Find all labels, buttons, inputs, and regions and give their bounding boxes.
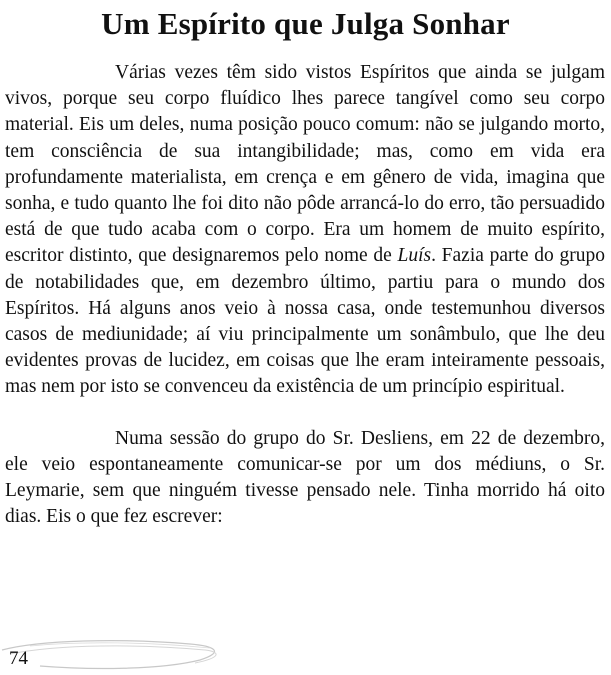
page-number: 74 xyxy=(9,648,28,669)
decorative-swoosh xyxy=(0,636,240,672)
paragraph-1-text-end: . Fazia parte do grupo de notabilidades que, em dezembro último, partiu para o mundo dos Espíritos. Há alguns anos veio à nossa casa, onde testemunhou diversos casos de mediunidade; aí viu principalmente um sonâmbulo, que lhe deu evidentes provas de lucidez, em coisas que lhe eram inteiramente pessoais, mas nem por isto se convenceu da existência de um princípio espiritual. xyxy=(5,245,605,398)
paragraph-1 xyxy=(5,60,605,401)
paragraph-1-emphasis: Luís xyxy=(397,245,432,267)
paragraph-1-text-start: Várias vezes têm sido vistos Espíritos que ainda se julgam vivos, porque seu corpo fluídico lhes parece tangível como seu corpo material. Eis um deles, numa posição pouco comum: não se julgando morto, tem consciência de sua intangibilidade; mas, como em vida era profundamente materialista, em crença e em gênero de vida, imagina que sonha, e tudo quanto lhe foi dito não pôde arrancá-lo do erro, tão persuadido está de que tudo acaba com o corpo. Era um homem de muito espírito, escritor distinto, que designaremos pelo nome de xyxy=(5,62,605,267)
chapter-title: Um Espírito que Julga Sonhar xyxy=(101,6,510,41)
paragraph-2: Numa sessão do grupo do Sr. Desliens, em 22 de dezembro, ele veio espontaneamente comunicar-se por um dos médiuns, o Sr. Leymarie, sem que ninguém tivesse pensado nele. Tinha morrido há oito dias. Eis o que fez escrever: xyxy=(5,427,605,528)
body-text xyxy=(5,60,605,530)
